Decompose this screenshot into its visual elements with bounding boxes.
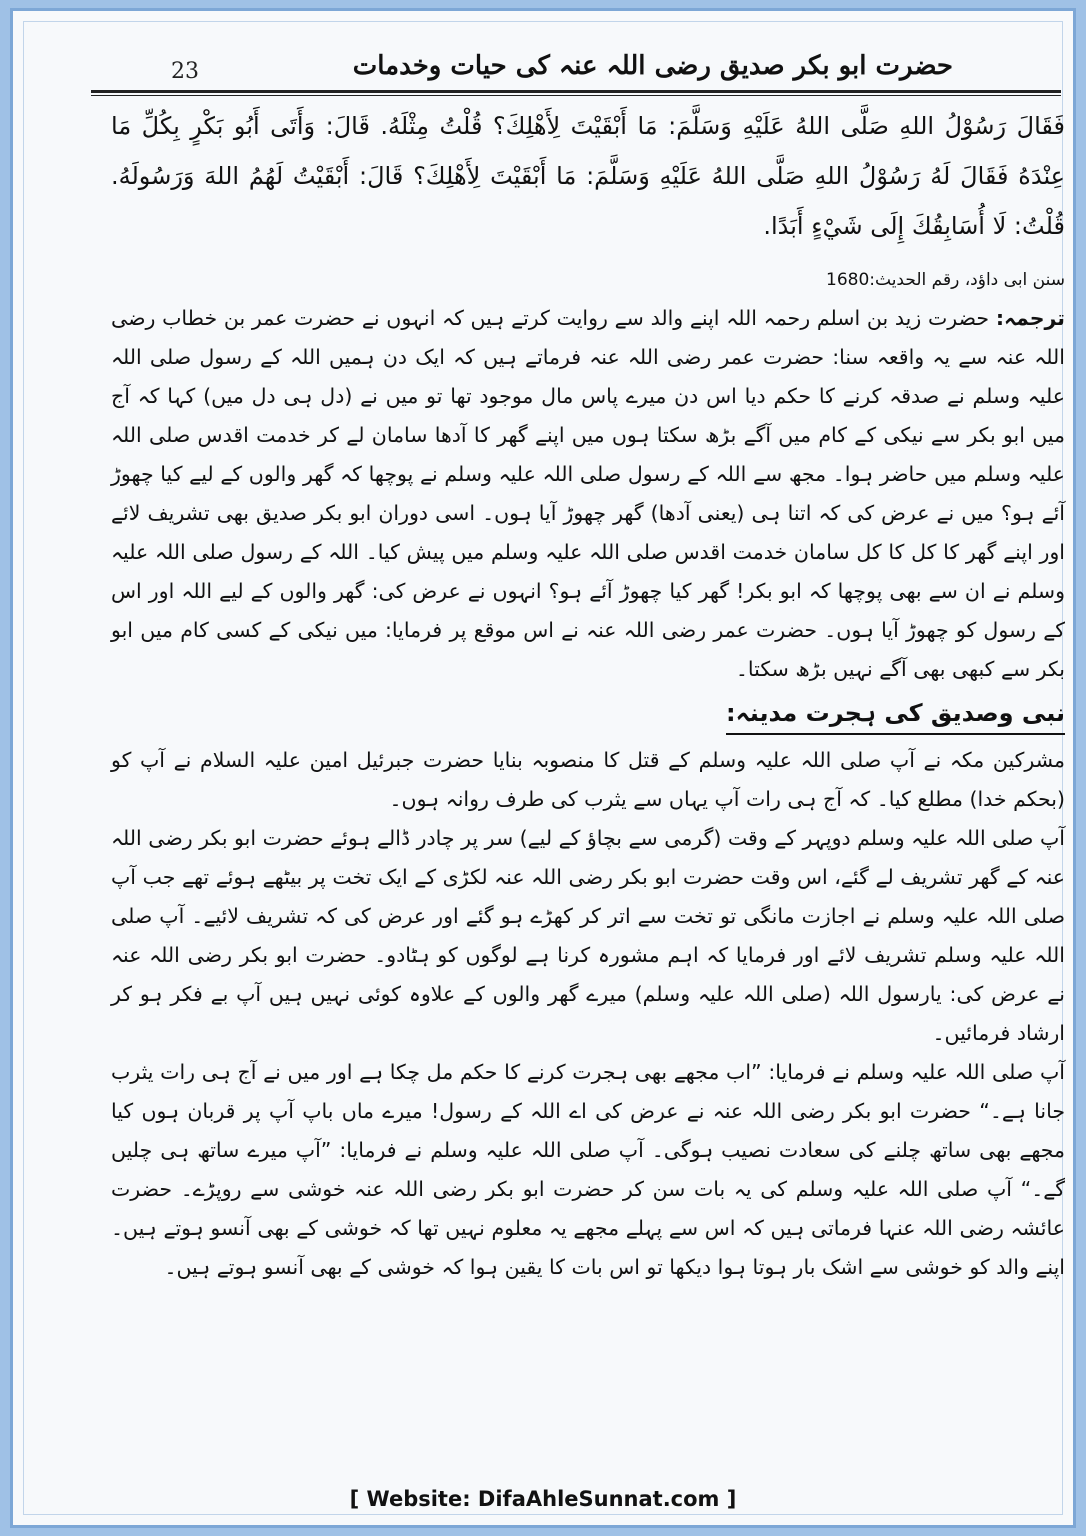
- page-content: [111, 101, 1065, 1465]
- translation-text: حضرت زید بن اسلم رحمہ اللہ اپنے والد سے روایت کرتے ہیں کہ انہوں نے حضرت عمر بن خطاب رضی اللہ عنہ سے یہ واقعہ سنا: حضرت عمر رضی اللہ عنہ فرماتے ہیں کہ ایک دن ہمیں اللہ کے رسول صلی اللہ علیہ وسلم نے صدقہ کرنے کا حکم دیا اس دن میرے پاس مال موجود تھا تو میں نے (دل ہی دل میں) کہا کہ آج میں ابو بکر سے نیکی کے کام میں آگے بڑھ سکتا ہوں میں اپنے گھر کا آدھا سامان لے کر خدمت اقدس صلی اللہ علیہ وسلم میں حاضر ہوا۔ مجھ سے اللہ کے رسول صلی اللہ علیہ وسلم نے پوچھا کہ گھر والوں کے لیے کیا چھوڑ آئے ہو؟ میں نے عرض کی کہ اتنا ہی (یعنی آدھا) گھر چھوڑ آیا ہوں۔ اسی دوران ابو بکر صدیق بھی تشریف لائے اور اپنے گھر کا کل کا کل سامان خدمت اقدس صلی اللہ علیہ وسلم میں پیش کیا۔ اللہ کے رسول صلی اللہ علیہ وسلم نے ان سے بھی پوچھا کہ ابو بکر! گھر کیا چھوڑ آئے ہو؟ انہوں نے عرض کی: گھر والوں کے لیے اللہ اور اس کے رسول کو چھوڑ آیا ہوں۔ حضرت عمر رضی اللہ عنہ نے اس موقع پر فرمایا: میں نیکی کے کسی کام میں ابو بکر سے کبھی بھی آگے نہیں بڑھ سکتا۔: [111, 306, 1065, 681]
- header-rule-thick: [91, 90, 1061, 93]
- page-frame: [10, 8, 1076, 1528]
- paragraph: مشرکین مکہ نے آپ صلی اللہ علیہ وسلم کے قتل کا منصوبہ بنایا حضرت جبرئیل امین علیہ السلام نے آپ کو (بحکم خدا) مطلع کیا۔ کہ آج ہی رات آپ یہاں سے یثرب کی طرف روانہ ہوں۔: [111, 748, 1065, 811]
- translation-label: ترجمہ:: [995, 306, 1065, 330]
- arabic-hadith-text: فَقَالَ رَسُوْلُ اللهِ صَلَّى اللهُ عَلَيْهِ وَسَلَّمَ: مَا أَبْقَيْتَ لِأَهْلِكَ؟ قُلْتُ مِثْلَهُ. قَالَ: وَأَتَى أَبُو بَكْرٍ بِكُلِّ مَا عِنْدَهُ فَقَالَ لَهُ رَسُوْلُ اللهِ صَلَّى اللهُ عَلَيْهِ وَسَلَّمَ: مَا أَبْقَيْتَ لِأَهْلِكَ؟ قَالَ: أَبْقَيْتُ لَهُمُ اللهَ وَرَسُولَهُ. قُلْتُ: لَا أُسَابِقُكَ إِلَى شَيْءٍ أَبَدًا.: [111, 112, 1065, 240]
- paragraph: آپ صلی اللہ علیہ وسلم نے فرمایا: ”اب مجھے بھی ہجرت کرنے کا حکم مل چکا ہے اور میں نے آج ہی رات یثرب جانا ہے۔“ حضرت ابو بکر رضی اللہ عنہ نے عرض کی اے اللہ کے رسول! میرے ماں باپ آپ پر قربان ہوں کیا مجھے بھی ساتھ چلنے کی سعادت نصیب ہوگی۔ آپ صلی اللہ علیہ وسلم نے فرمایا: ”آپ میرے ساتھ ہی چلیں گے۔“ آپ صلی اللہ علیہ وسلم کی یہ بات سن کر حضرت ابو بکر رضی اللہ عنہ خوشی سے روپڑے۔ حضرت عائشہ رضی اللہ عنہا فرماتی ہیں کہ اس سے پہلے مجھے یہ معلوم نہیں تھا کہ خوشی کے بھی آنسو ہوتے ہیں۔ اپنے والد کو خوشی سے اشک بار ہوتا ہوا دیکھا تو اس بات کا یقین ہوا کہ خوشی کے بھی آنسو ہوتے ہیں۔: [111, 1060, 1065, 1279]
- website-footer: [ Website: DifaAhleSunnat.com ]: [349, 1487, 737, 1511]
- paragraph: آپ صلی اللہ علیہ وسلم دوپہر کے وقت (گرمی سے بچاؤ کے لیے) سر پر چادر ڈالے ہوئے حضرت ابو بکر رضی اللہ عنہ کے گھر تشریف لے گئے، اس وقت حضرت ابو بکر رضی اللہ عنہ لکڑی کے ایک تخت پر بیٹھے ہوئے تھے جب آپ صلی اللہ علیہ وسلم نے اجازت مانگی تو تخت سے اتر کر کھڑے ہو گئے اور عرض کی کہ تشریف لائیے۔ آپ صلی اللہ علیہ وسلم تشریف لائے اور فرمایا کہ اہم مشورہ کرنا ہے لوگوں کو ہٹادو۔ حضرت ابو بکر رضی اللہ عنہ نے عرض کی: یارسول اللہ (صلی اللہ علیہ وسلم) میرے گھر والوں کے علاوہ کوئی نہیں ہیں آپ بے فکر ہو کر ارشاد فرمائیں۔: [111, 826, 1065, 1045]
- translation-paragraph: [111, 299, 1065, 689]
- page-header: [101, 49, 953, 85]
- section-heading: نبی وصدیق کی ہجرت مدینہ:: [726, 693, 1065, 735]
- book-title: حضرت ابو بکر صدیق رضی اللہ عنہ کی حیات وخدمات: [352, 51, 953, 81]
- header-rule-thin: [91, 95, 1061, 96]
- page-number: 23: [171, 59, 199, 84]
- hadith-reference: سنن ابی داؤد، رقم الحدیث:1680: [826, 270, 1065, 290]
